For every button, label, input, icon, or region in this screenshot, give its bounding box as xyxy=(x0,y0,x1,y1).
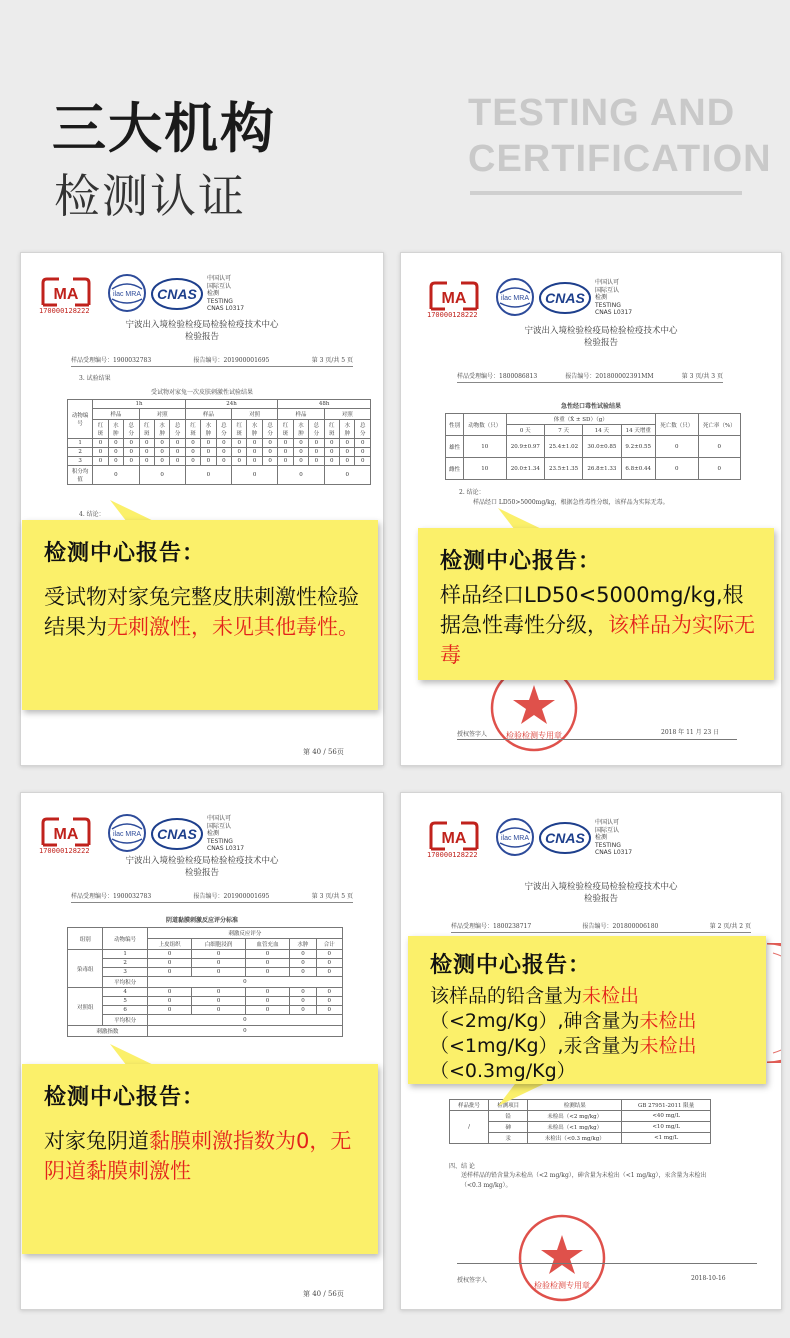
ilac-mra-logo-icon xyxy=(107,273,147,313)
callout-highlight: 未检出 xyxy=(639,1035,697,1057)
svg-text:CNAS: CNAS xyxy=(545,290,585,306)
report-number: 报告编号：201800002391MM xyxy=(565,373,654,380)
svg-text:MA: MA xyxy=(53,826,79,843)
table-row: 砷 未检出（<1 mg/kg） <10 mg/L xyxy=(450,1122,711,1133)
english-heading-line2: CERTIFICATION xyxy=(468,138,772,180)
cnas-caption-line: 检测 xyxy=(595,294,608,301)
report-number: 报告编号：201800006180 xyxy=(582,923,659,930)
cnas-caption-line: 中国认可 xyxy=(595,819,620,826)
callout-body xyxy=(44,1126,360,1186)
callout-acute-toxicity xyxy=(418,528,774,680)
cnas-caption-line: CNAS L0317 xyxy=(207,845,245,852)
doc-report-title: 检验报告 xyxy=(184,332,219,342)
cnas-logo-icon xyxy=(539,821,591,855)
section-heading: 3. 试验结果 xyxy=(79,375,111,382)
page-count: 第 3 页/共 5 页 xyxy=(311,893,353,900)
cnas-logo-icon xyxy=(539,281,591,315)
page-count: 第 2 页/共 2 页 xyxy=(709,923,751,930)
callout-title: 检测中心报告： xyxy=(44,1085,206,1110)
table-caption: 阴道黏膜刺激反应评分标准 xyxy=(165,917,238,924)
edge-seal-icon xyxy=(367,953,384,1073)
doc-org: 宁波出入境检验检疫局检验检疫技术中心 xyxy=(125,856,279,866)
col-animal-id: 动物编号 xyxy=(68,400,93,439)
cnas-caption-line: TESTING xyxy=(207,297,233,305)
col-24h: 24h xyxy=(185,400,278,409)
results-table: 动物编号 1h 24h 48h 样品 对照 样品 对照 样品 对照 红斑 水肿 总分 红斑 水肿 总分 红斑 水肿 总分 红斑 水肿 总分 红斑 水肿 总分 红斑 水肿 总分 1 0 0 0 0 0 0 0 0 0 0 0 0 0 0 0 0 0 0 2 0 0 0 0 0 0 0 0 0 0 0 0 0 0 0 0 0 0 3 0 0 0 0 0 0 0 0 0 0 0 0 0 0 0 0 0 0 积分均值 0 0 0 0 0 0 xyxy=(67,399,371,485)
doc-org: 宁波出入境检验检疫局检验检疫技术中心 xyxy=(524,882,678,892)
conclusion-label: 2. 结论： xyxy=(459,489,485,496)
cma-logo-text: MA xyxy=(53,286,79,303)
signer-label: 授权签字人 xyxy=(457,731,488,738)
conclusion-label: 4. 结论： xyxy=(79,511,105,518)
ilac-mra-logo-icon xyxy=(495,817,535,857)
report-date: 2018-10-16 xyxy=(691,1275,726,1282)
table-caption: 急性经口毒性试验结果 xyxy=(560,403,621,410)
callout-highlight: 未检出 xyxy=(639,1010,697,1032)
doc-meta-row xyxy=(451,921,751,933)
cnas-caption xyxy=(595,819,632,857)
cnas-caption-line: 国际互认 xyxy=(207,822,232,830)
certification-logos xyxy=(39,813,339,857)
table-row: 3 0 0 0 0 0 xyxy=(68,968,343,977)
callout-body xyxy=(440,580,756,670)
svg-text:MA: MA xyxy=(441,830,467,847)
cnas-caption-line: TESTING xyxy=(595,841,621,849)
page-count: 第 3 页/共 3 页 xyxy=(681,373,723,380)
cma-number: 170000128222 xyxy=(39,307,90,315)
table-row: 2 0 0 0 0 0 0 0 0 0 0 0 0 0 0 0 0 0 0 xyxy=(68,448,371,457)
table-row: 平均积分 0 xyxy=(68,1015,343,1026)
callout-skin-irritation xyxy=(22,520,378,710)
cnas-caption-line: TESTING xyxy=(207,837,233,845)
table-row: 平均积分 0 xyxy=(68,977,343,988)
svg-text:检验检测专用章: 检验检测专用章 xyxy=(534,1281,590,1290)
col-mortality: 死亡率（%） xyxy=(698,414,740,436)
page-count: 第 3 页/共 5 页 xyxy=(311,357,353,364)
ilac-mra-logo-icon xyxy=(107,813,147,853)
col-weight: 体重（X̄ ± SD）（g） xyxy=(506,414,655,425)
table-row: 刺激指数 0 xyxy=(68,1026,343,1037)
ilac-mra-logo-icon xyxy=(495,277,535,317)
page-subtitle: 检测认证 xyxy=(54,169,246,223)
cnas-caption-line: CNAS L0317 xyxy=(595,309,633,316)
cnas-caption-line: 中国认可 xyxy=(207,275,232,282)
callout-highlight: 未检出 xyxy=(582,985,640,1007)
callout-text: 该样品的铅含量为 xyxy=(430,985,583,1007)
svg-text:CNAS: CNAS xyxy=(545,830,585,846)
certification-logos xyxy=(427,817,727,861)
table-row: 6 0 0 0 0 0 xyxy=(68,1006,343,1015)
col-sex: 性别 xyxy=(446,414,464,436)
page-header xyxy=(0,0,790,240)
doc-org: 宁波出入境检验检疫局检验检疫技术中心 xyxy=(125,320,279,330)
callout-body xyxy=(430,984,748,1084)
cnas-caption-line: 检测 xyxy=(207,830,220,837)
page-number: 第 40 / 56页 xyxy=(303,1290,344,1298)
cnas-caption-line: 中国认可 xyxy=(207,815,232,822)
doc-report-title: 检验报告 xyxy=(583,894,618,904)
svg-text:ilac MRA: ilac MRA xyxy=(500,835,530,842)
official-seal-icon xyxy=(517,1213,607,1303)
cma-logo-icon xyxy=(39,275,93,309)
page-number: 第 40 / 56页 xyxy=(303,748,344,756)
callout-text: （<0.3mg/Kg） xyxy=(430,1060,576,1082)
report-date: 2018 年 11 月 23 日 xyxy=(661,729,720,736)
doc-meta-row xyxy=(71,891,353,903)
cnas-caption-line: CNAS L0317 xyxy=(207,305,245,312)
cnas-caption-line: CNAS L0317 xyxy=(595,849,633,856)
sample-number: 样品受理编号：1800086813 xyxy=(457,373,538,380)
cnas-caption-line: 中国认可 xyxy=(595,279,620,286)
cnas-logo-icon xyxy=(151,817,203,851)
table-row: 汞 未检出（<0.3 mg/kg） <1 mg/L xyxy=(450,1133,711,1144)
callout-highlight: 无刺激性，未见其他毒性。 xyxy=(107,615,359,639)
callout-text: （<2mg/Kg）,砷含量为 xyxy=(430,1010,640,1032)
table-row: 5 0 0 0 0 0 xyxy=(68,997,343,1006)
certification-logos xyxy=(39,273,339,317)
sample-number: 样品受理编号：1900032783 xyxy=(71,893,152,900)
cnas-caption-line: 检测 xyxy=(595,834,608,841)
conclusion-text: 样品经口 LD50>5000mg/kg，根据急性毒性分级，该样品为实际无毒。 xyxy=(473,499,669,506)
results-table: 性别 动物数（只） 体重（X̄ ± SD）（g） 死亡数（只） 死亡率（%） 0 天 7 天 14 天 14 天增重 雄性 10 20.9±0.97 25.4±1.02 30.0±0.85 9.2±0.55 0 0 雌性 10 20.0±1.34 23.5±1.35 26.8±1.33 6.8±0.44 0 0 xyxy=(445,413,741,480)
table-caption: 受试物对家兔一次皮肤刺激性试验结果 xyxy=(150,389,253,396)
callout-heavy-metals xyxy=(408,936,766,1084)
col-deaths: 死亡数（只） xyxy=(655,414,698,436)
cnas-caption xyxy=(207,815,244,853)
table-row: 染毒组 1 0 0 0 0 0 xyxy=(68,950,343,959)
callout-text: 对家兔阴道 xyxy=(44,1129,149,1153)
cma-logo-icon xyxy=(39,815,93,849)
sample-number: 样品受理编号：1900032783 xyxy=(71,357,152,364)
cnas-caption xyxy=(595,279,632,317)
doc-report-title: 检验报告 xyxy=(583,338,618,348)
doc-meta-row xyxy=(457,371,723,383)
cnas-caption-line: 国际互认 xyxy=(595,286,620,294)
svg-text:CNAS: CNAS xyxy=(157,826,197,842)
doc-report-title: 检验报告 xyxy=(184,868,219,878)
table-row: 积分均值 0 0 0 0 0 0 xyxy=(68,466,371,485)
col-48h: 48h xyxy=(278,400,371,409)
callout-text: 样品经口LD50<5000mg/kg,根据急性毒性分级， xyxy=(440,583,744,637)
callout-title: 检测中心报告： xyxy=(430,953,592,978)
results-table: 样品批号 检测项目 检测结果 GB 27951-2011 限量 / 铅 未检出（<2 mg/kg） <40 mg/L 砷 未检出（<1 mg/kg） <10 mg/L 汞 未检出（<0.3 mg/kg） <1 mg/L xyxy=(449,1099,711,1144)
col-1h: 1h xyxy=(93,400,186,409)
report-card-acute-toxicity xyxy=(400,252,782,766)
callout-pointer-icon xyxy=(488,1080,558,1110)
cnas-logo-icon xyxy=(151,277,203,311)
certification-logos xyxy=(427,277,727,321)
seal-text: 检验检测专用章 xyxy=(506,731,562,740)
table-row: 雄性 10 20.9±0.97 25.4±1.02 30.0±0.85 9.2±0.55 0 0 xyxy=(446,436,741,458)
cma-number: 170000128222 xyxy=(427,311,478,319)
callout-title: 检测中心报告： xyxy=(44,541,206,566)
callout-text: （<1mg/Kg）,汞含量为 xyxy=(430,1035,640,1057)
report-number: 报告编号：201900001695 xyxy=(193,357,270,364)
callout-text: 受试物对家兔完整皮肤刺激性检验结果为 xyxy=(44,585,359,639)
signature-line xyxy=(457,739,737,740)
signature-line xyxy=(457,1263,757,1264)
callout-highlight: 黏膜刺激指数为0，无阴道黏膜刺激性 xyxy=(44,1129,352,1183)
ilac-text: ilac MRA xyxy=(112,291,142,298)
callout-vaginal-irritation xyxy=(22,1064,378,1254)
cma-number: 170000128222 xyxy=(427,851,478,859)
heading-divider xyxy=(470,191,742,195)
cma-logo-icon xyxy=(427,279,481,313)
cnas-caption-line: 国际互认 xyxy=(207,282,232,290)
table-row: 对照组 4 0 0 0 0 0 xyxy=(68,988,343,997)
callout-highlight: 该样品为实际无毒 xyxy=(440,613,755,667)
doc-meta-row xyxy=(71,355,353,367)
conclusion-label: 四、结 论 xyxy=(449,1163,475,1170)
table-row: 3 0 0 0 0 0 0 0 0 0 0 0 0 0 0 0 0 0 0 xyxy=(68,457,371,466)
callout-title: 检测中心报告： xyxy=(440,549,602,574)
callout-body xyxy=(44,582,360,642)
conclusion-text: 送样样品的铅含量为未检出（<2 mg/kg），砷含量为未检出（<1 mg/kg），汞含量为未检出（<0.3 mg/kg）。 xyxy=(461,1172,707,1189)
svg-text:ilac MRA: ilac MRA xyxy=(112,831,142,838)
svg-text:MA: MA xyxy=(441,290,467,307)
table-row: 2 0 0 0 0 0 xyxy=(68,959,343,968)
table-row: / 铅 未检出（<2 mg/kg） <40 mg/L xyxy=(450,1111,711,1122)
cnas-text: CNAS xyxy=(157,286,197,302)
table-row: 雌性 10 20.0±1.34 23.5±1.35 26.8±1.33 6.8±0.44 0 0 xyxy=(446,458,741,480)
english-heading-line1: TESTING AND xyxy=(468,92,736,134)
col-animals: 动物数（只） xyxy=(463,414,506,436)
cnas-caption xyxy=(207,275,244,313)
cnas-caption-line: 国际互认 xyxy=(595,826,620,834)
doc-org: 宁波出入境检验检疫局检验检疫技术中心 xyxy=(524,326,678,336)
cnas-caption-line: TESTING xyxy=(595,301,621,309)
cnas-caption-line: 检测 xyxy=(207,290,220,297)
results-table: 组别 动物编号 刺激反应评分 上皮组织 白细胞浸润 血管充血 水肿 合计 染毒组 1 0 0 0 0 0 2 0 0 0 0 0 3 0 0 0 0 0 平均积分 0 对照组 4 0 0 0 0 0 5 0 0 0 0 0 6 0 0 0 0 0 平均积分 0 刺激指数 0 xyxy=(67,927,343,1037)
english-heading xyxy=(468,90,772,182)
page-title: 三大机构 xyxy=(52,97,276,160)
cma-number: 170000128222 xyxy=(39,847,90,855)
report-number: 报告编号：201900001695 xyxy=(193,893,270,900)
table-row: 1 0 0 0 0 0 0 0 0 0 0 0 0 0 0 0 0 0 0 xyxy=(68,439,371,448)
cma-logo-icon xyxy=(427,819,481,853)
signer-label: 授权签字人 xyxy=(457,1277,488,1284)
svg-text:ilac MRA: ilac MRA xyxy=(500,295,530,302)
sample-number: 样品受理编号：1800238717 xyxy=(451,923,532,930)
